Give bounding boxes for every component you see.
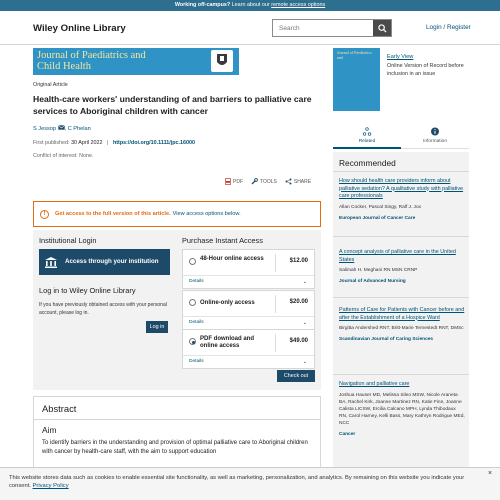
separator: | (107, 140, 109, 146)
login-button[interactable]: Log in (146, 321, 168, 333)
early-view-description: Online Version of Record before inclusion in an issue (387, 63, 464, 77)
recommended-item-title[interactable]: Patterns of Care for Patients with Cancer before and after the Establishment of a Hospice Ward (339, 307, 465, 321)
wrench-icon (251, 178, 258, 185)
recommended-item-journal[interactable]: Cancer (339, 431, 356, 437)
purchase-option-price: $49.00 (289, 338, 308, 344)
chevron-down-icon: ⌄ (302, 279, 307, 285)
recommended-panel (333, 152, 469, 500)
purchase-option[interactable] (182, 249, 315, 289)
recommended-title: Recommended (339, 158, 396, 168)
wiley-login-title: Log in to Wiley Online Library (39, 286, 136, 295)
purchase-option-price: $20.00 (289, 299, 308, 305)
recommended-item-title[interactable]: How should health care providers inform about palliative sedation? A qualitative study with palliative care professionals (339, 178, 464, 199)
journal-name-line2: Child Health (37, 61, 91, 72)
published-date: 30 April 2022 (71, 140, 103, 146)
search-box (272, 19, 392, 37)
access-panel (33, 230, 321, 390)
recommended-item-journal[interactable]: Journal of Advanced Nursing (339, 279, 406, 284)
divider (333, 374, 469, 375)
recommended-item (339, 249, 465, 285)
details-toggle[interactable] (183, 317, 314, 329)
details-toggle[interactable] (183, 276, 314, 288)
recommended-item (339, 381, 465, 438)
divider (34, 419, 320, 420)
early-view-link[interactable]: Early View (387, 54, 414, 60)
details-label: Details (189, 279, 204, 284)
sidebar-tabs (333, 123, 469, 149)
details-toggle[interactable] (183, 356, 314, 368)
purchase-option-name: PDF download and online access (200, 336, 254, 349)
article-type: Original Article (33, 82, 68, 88)
article-tools (225, 178, 311, 185)
published-label: First published: (33, 140, 72, 146)
share-label: SHARE (293, 178, 312, 185)
author-link[interactable]: S Jessop (33, 126, 57, 132)
abstract-heading: Abstract (42, 403, 77, 414)
wiley-login-description: If you have previously obtained access with your personal account, please log in. (39, 302, 167, 316)
purchase-option-row[interactable] (183, 250, 314, 276)
remote-access-bold: Working off-campus? (174, 2, 231, 8)
pdf-button[interactable] (225, 178, 243, 185)
recommended-item-title[interactable]: Navigation and palliative care (339, 381, 410, 387)
details-label: Details (189, 320, 204, 325)
journal-name-line1: Journal of Paediatrics and (37, 50, 146, 61)
info-icon: ! (40, 210, 49, 219)
purchase-option-name: Online-only access (200, 300, 255, 306)
share-button[interactable] (285, 178, 311, 185)
purchase-option-row[interactable] (183, 291, 314, 317)
tab-related[interactable] (333, 123, 401, 149)
purchase-access-title: Purchase Instant Access (182, 236, 263, 245)
details-label: Details (189, 359, 204, 364)
journal-banner[interactable] (33, 48, 239, 75)
access-notice-text: Get access to the full version of this article. (55, 211, 171, 217)
article-title: Health-care workers' understanding of and barriers to palliative care services to Aboriginal children with cancer (33, 94, 312, 116)
info-icon (431, 127, 440, 136)
recommended-item (339, 307, 465, 343)
pdf-icon (225, 178, 231, 185)
divider (333, 297, 469, 298)
purchase-radio-selected[interactable] (189, 338, 196, 345)
recommended-item-authors: Joshua Hauser MD, Melissa Sileo MSW, Nicole Araneta BA, Rachel Kirk, Joanne Martinez RN, Katie Finn, Joanne Calista LICSW, Ercilia Calcano MPH, Lynda Thibodaux RN, Carol Harney, Kelli Bass, Mary Kathryn Rodrigue MEd, NCC (339, 392, 465, 426)
privacy-policy-link[interactable]: Privacy Policy (32, 483, 69, 489)
search-input[interactable] (273, 20, 373, 36)
purchase-option-price: $12.00 (289, 258, 308, 264)
remote-access-text: Learn about our (230, 2, 272, 8)
close-icon[interactable]: × (488, 470, 493, 477)
login-register-link[interactable]: Login / Register (426, 24, 471, 31)
purchase-option-selected[interactable] (182, 329, 315, 369)
cover-title: Journal of Paediatrics and (337, 50, 372, 60)
institution-icon (41, 252, 61, 272)
access-options-link[interactable]: View access options below. (172, 211, 241, 217)
chevron-down-icon: ⌄ (302, 359, 307, 365)
divider (275, 295, 276, 313)
tab-related-label: Related (358, 139, 376, 144)
recommended-item-title[interactable]: A concept analysis of palliative care in the United States (339, 249, 456, 263)
access-notice (33, 201, 321, 227)
site-header (0, 11, 500, 45)
divider (275, 334, 276, 352)
aim-heading: Aim (42, 425, 57, 435)
purchase-radio[interactable] (189, 299, 196, 306)
checkout-button[interactable]: Check out (277, 370, 315, 382)
recommended-item-authors: Salimah H. Meghani RN MSN CRNP (339, 268, 418, 273)
cookie-message: This website stores data such as cookies to enable essential site functionality, as well as marketing, personalization, and analytics. By remaining on this website you indicate your consent. (9, 475, 465, 489)
conflict-of-interest: Conflict of interest: None. (33, 153, 94, 159)
purchase-option-row[interactable] (183, 330, 314, 356)
recommended-item-journal[interactable]: European Journal of Cancer Care (339, 215, 416, 221)
society-crest-icon (211, 50, 233, 72)
cookie-text (9, 474, 479, 490)
site-logo[interactable]: Wiley Online Library (33, 23, 126, 34)
search-button[interactable] (373, 20, 391, 36)
author-link[interactable]: C Phelan (67, 126, 91, 132)
remote-access-link[interactable]: remote access options (271, 2, 326, 8)
pdf-label: PDF (233, 178, 243, 185)
purchase-radio[interactable] (189, 258, 196, 265)
institutional-login-title: Institutional Login (39, 236, 97, 245)
publication-line (33, 140, 195, 146)
divider (275, 254, 276, 272)
recommended-item (339, 178, 465, 222)
remote-access-banner (0, 0, 500, 11)
tab-information[interactable] (401, 123, 469, 149)
divider (333, 171, 469, 172)
purchase-option-name: 48-Hour online access (200, 256, 264, 262)
email-icon[interactable] (58, 125, 65, 130)
tab-information-label: Information (423, 139, 447, 144)
recommended-item-authors: Allan Cocker, Pascal Singy, Ralf J. Jox (339, 204, 422, 210)
tools-button[interactable] (251, 178, 277, 185)
abstract-text: To identify barriers in the understanding and provision of optimal palliative care to Aboriginal children with cancer by health-care staff, with the aim to support education (42, 440, 308, 455)
abstract-section (33, 396, 321, 476)
purchase-option[interactable] (182, 290, 315, 330)
recommended-item-journal[interactable]: Scandinavian Journal of Caring Sciences (339, 337, 434, 342)
tools-label: TOOLS (260, 178, 277, 185)
share-icon (285, 178, 292, 185)
search-icon (378, 24, 387, 33)
institution-access-label: Access through your institution (65, 258, 159, 265)
related-icon (363, 127, 372, 136)
recommended-item-authors: Birgitta Andershed RNT, Britt-Marie Ternestedt RNT, DMSc (339, 326, 464, 331)
doi-link[interactable]: https://doi.org/10.1111/jpc.16000 (112, 140, 196, 146)
cookie-banner (0, 467, 500, 500)
chevron-down-icon: ⌄ (302, 320, 307, 326)
author-list: S Jessop , C Phelan (33, 126, 91, 132)
divider (333, 236, 469, 237)
institution-access-button[interactable] (39, 249, 170, 275)
journal-cover[interactable] (333, 48, 380, 111)
